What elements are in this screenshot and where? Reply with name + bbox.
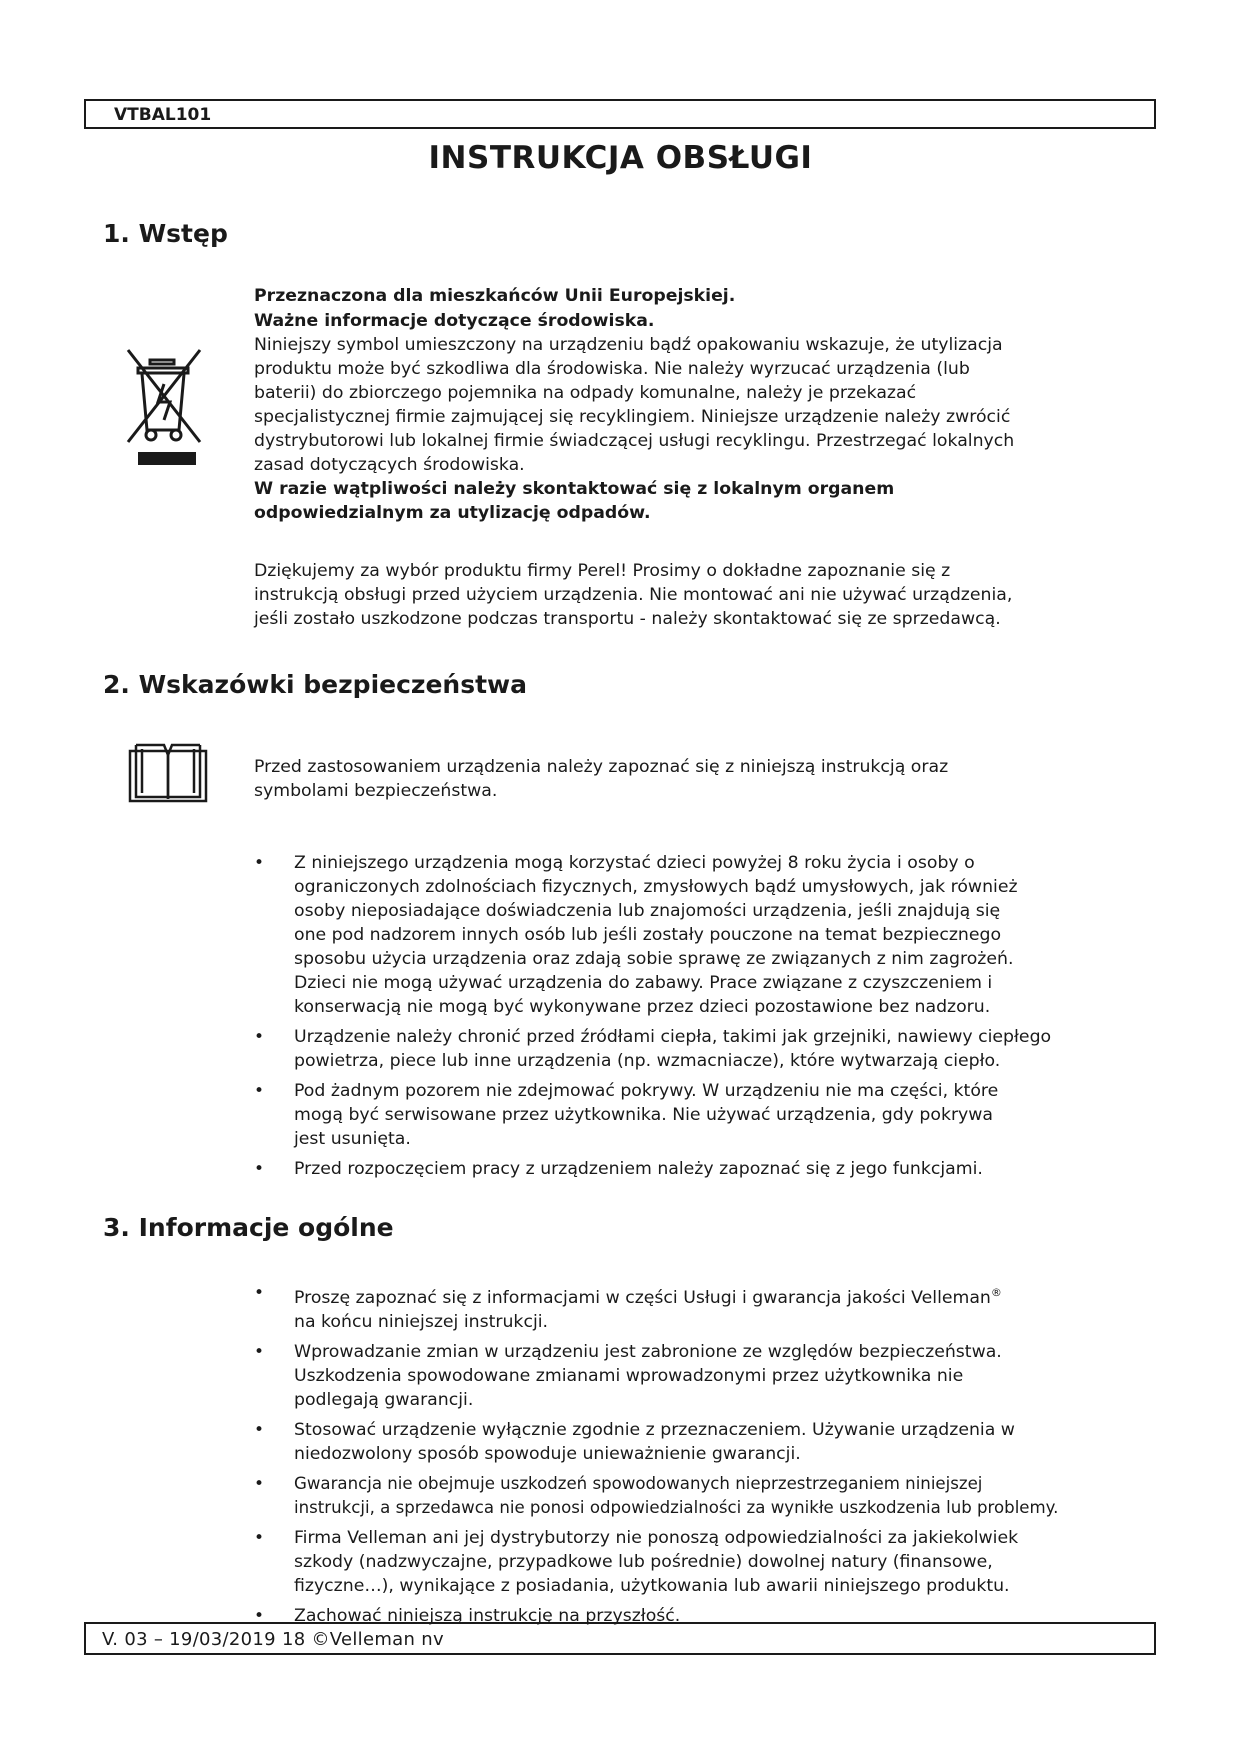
thanks-line: jeśli zostało uszkodzone podczas transportu - należy skontaktować się ze sprzedawcą.: [254, 609, 1001, 629]
list-item: • Pod żadnym pozorem nie zdejmować pokrywy. W urządzeniu nie ma części, które mogą być serwisowane przez użytkownika. Nie używać urządzenia, gdy pokrywa jest usunięta.: [254, 1079, 1154, 1151]
list-item: • Firma Velleman ani jej dystrybutorzy nie ponoszą odpowiedzialności za jakiekolwiek szkody (nadzwyczajne, przypadkowe lub pośrednie) dowolnej natury (finansowe, fizyczne…), wynikające z posiadania, użytkowania lub awarii niniejszego produktu.: [254, 1526, 1154, 1598]
footer-version-text: V. 03 – 19/03/2019 18 ©Velleman nv: [102, 1629, 444, 1650]
open-book-icon: [128, 741, 208, 803]
eu-notice-bold-end: odpowiedzialnym za utylizację odpadów.: [254, 503, 651, 523]
model-code: VTBAL101: [114, 105, 212, 125]
crossed-out-wheelie-bin-icon: [124, 346, 206, 468]
eu-notice-line: dystrybutorowi lub lokalnej firmie świadczącej usługi recyklingu. Przestrzegać lokalnych: [254, 431, 1015, 451]
page-header: [84, 99, 1156, 129]
safety-bullet-list: [254, 851, 1154, 1187]
safety-intro: [254, 755, 1154, 803]
section-heading-introduction: 1. Wstęp: [103, 219, 228, 248]
general-info-bullet-list: [254, 1281, 1154, 1634]
list-item: • Przed rozpoczęciem pracy z urządzeniem należy zapoznać się z jego funkcjami.: [254, 1157, 1154, 1181]
eu-notice-bold-1: Przeznaczona dla mieszkańców Unii Europejskiej.: [254, 286, 736, 306]
list-item: • Proszę zapoznać się z informacjami w części Usługi i gwarancja jakości Velleman® na końcu niniejszej instrukcji.: [254, 1281, 1154, 1334]
thank-you-paragraph: [254, 559, 1154, 631]
thanks-line: Dziękujemy za wybór produktu firmy Perel! Prosimy o dokładne zapoznanie się z: [254, 561, 951, 581]
eu-notice-line: zasad dotyczących środowiska.: [254, 455, 525, 475]
list-item: • Zachować niniejszą instrukcję na przyszłość.: [254, 1604, 1154, 1628]
safety-intro-line: symbolami bezpieczeństwa.: [254, 781, 498, 801]
eu-notice-line: Niniejszy symbol umieszczony na urządzeniu bądź opakowaniu wskazuje, że utylizacja: [254, 335, 1003, 355]
list-item: • Wprowadzanie zmian w urządzeniu jest zabronione ze względów bezpieczeństwa. Uszkodzenia spowodowane zmianami wprowadzonymi przez użytkownika nie podlegają gwarancji.: [254, 1340, 1154, 1412]
eu-notice-line: specjalistycznej firmie zajmującej się recyklingiem. Niniejsze urządzenie należy zwrócić: [254, 407, 1011, 427]
list-item: • Urządzenie należy chronić przed źródłami ciepła, takimi jak grzejniki, nawiewy ciepłego powietrza, piece lub inne urządzenia (np. wzmacniacze), które wytwarzają ciepło.: [254, 1025, 1154, 1073]
section-heading-general-info: 3. Informacje ogólne: [103, 1213, 394, 1242]
list-item: • Gwarancja nie obejmuje uszkodzeń spowodowanych nieprzestrzeganiem niniejszej instrukcji, a sprzedawca nie ponosi odpowiedzialności za wynikłe uszkodzenia lub problemy.: [254, 1472, 1154, 1520]
safety-intro-line: Przed zastosowaniem urządzenia należy zapoznać się z niniejszą instrukcją oraz: [254, 757, 949, 777]
eu-notice-line: produktu może być szkodliwa dla środowiska. Nie należy wyrzucać urządzenia (lub: [254, 359, 970, 379]
eu-environment-notice: [254, 284, 1154, 525]
eu-notice-bold-end: W razie wątpliwości należy skontaktować się z lokalnym organem: [254, 479, 895, 499]
list-item: • Stosować urządzenie wyłącznie zgodnie z przeznaczeniem. Używanie urządzenia w niedozwolony sposób spowoduje unieważnienie gwarancji.: [254, 1418, 1154, 1466]
eu-notice-line: baterii) do zbiorczego pojemnika na odpady komunalne, należy je przekazać: [254, 383, 917, 403]
document-title: INSTRUKCJA OBSŁUGI: [428, 140, 813, 176]
thanks-line: instrukcją obsługi przed użyciem urządzenia. Nie montować ani nie używać urządzenia,: [254, 585, 1013, 605]
eu-notice-bold-2: Ważne informacje dotyczące środowiska.: [254, 311, 655, 331]
registered-mark: ®: [990, 1286, 1002, 1299]
section-heading-safety: 2. Wskazówki bezpieczeństwa: [103, 670, 528, 699]
page-footer: [84, 1622, 1156, 1655]
list-item: • Z niniejszego urządzenia mogą korzystać dzieci powyżej 8 roku życia i osoby o ograniczonych zdolnościach fizycznych, zmysłowych bądź umysłowych, jak również osoby nieposiadające doświadczenia lub znajomości urządzenia, jeśli znajdują się one pod nadzorem innych osób lub jeśli zostały pouczone na temat bezpiecznego sposobu użycia urządzenia oraz zdają sobie sprawę ze związanych z nim zagrożeń. Dzieci nie mogą używać urządzenia do zabawy. Prace związane z czyszczeniem i konserwacją nie mogą być wykonywane przez dzieci pozostawione bez nadzoru.: [254, 851, 1154, 1019]
